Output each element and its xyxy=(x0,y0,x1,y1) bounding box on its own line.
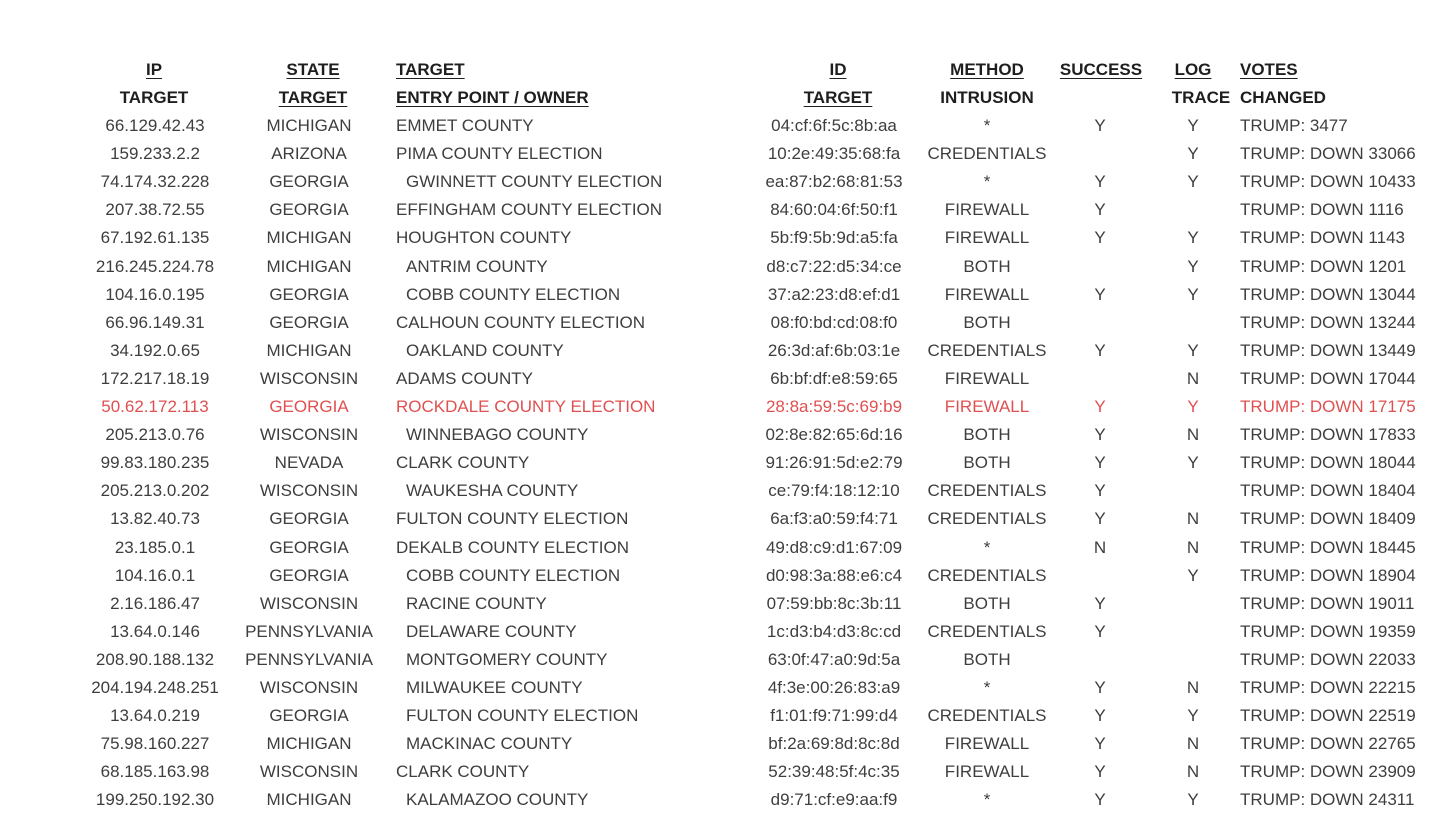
cell-success: Y xyxy=(1094,397,1106,416)
cell-state: GEORGIA xyxy=(269,565,349,585)
cell-votes: TRUMP: DOWN 18404 xyxy=(1240,481,1416,501)
cell-state: WISCONSIN xyxy=(259,678,359,697)
cell-success: Y xyxy=(1094,200,1106,220)
cell-log: N xyxy=(1186,509,1200,529)
cell-state: WISCONSIN xyxy=(259,762,359,782)
cell-id: 02:8e:82:65:6d:16 xyxy=(765,425,903,445)
cell-state: GEORGIA xyxy=(269,706,349,726)
cell-id: 37:a2:23:d8:ef:d1 xyxy=(767,284,901,304)
cell-votes: TRUMP: DOWN 17044 xyxy=(1240,368,1416,388)
cell-state: NEVADA xyxy=(274,453,344,473)
cell-ip: 207.38.72.55 xyxy=(105,200,205,220)
header-success: SUCCESS xyxy=(1059,60,1143,79)
cell-success: Y xyxy=(1094,734,1106,754)
cell-ip: 208.90.188.132 xyxy=(95,649,215,669)
cell-id: 1c:d3:b4:d3:8c:cd xyxy=(766,621,902,641)
cell-ip: 204.194.248.251 xyxy=(91,678,219,697)
cell-log: N xyxy=(1186,762,1200,782)
cell-method: FIREWALL xyxy=(944,397,1030,416)
cell-state: MICHIGAN xyxy=(266,734,352,754)
cell-ip: 13.64.0.146 xyxy=(110,621,200,641)
cell-id: 5b:f9:5b:9d:a5:fa xyxy=(770,228,898,248)
cell-success: N xyxy=(1093,537,1107,557)
cell-log: Y xyxy=(1187,284,1199,304)
cell-method: CREDENTIALS xyxy=(927,340,1047,360)
cell-log: N xyxy=(1186,678,1200,697)
cell-log: Y xyxy=(1187,116,1199,135)
cell-target: DEKALB COUNTY ELECTION xyxy=(396,537,630,557)
header-state-bottom: TARGET xyxy=(278,88,348,107)
cell-ip: 205.213.0.76 xyxy=(105,425,205,445)
cell-success: Y xyxy=(1094,340,1106,360)
cell-votes: TRUMP: DOWN 19359 xyxy=(1240,621,1416,641)
cell-method: FIREWALL xyxy=(944,734,1030,754)
cell-method: * xyxy=(983,537,991,557)
cell-target: DELAWARE COUNTY xyxy=(406,621,577,641)
cell-ip: 199.250.192.30 xyxy=(95,790,215,810)
cell-id: f1:01:f9:71:99:d4 xyxy=(770,706,898,726)
header-ip-bottom: TARGET xyxy=(119,88,189,107)
cell-ip: 50.62.172.113 xyxy=(101,397,209,416)
cell-success: Y xyxy=(1094,425,1106,445)
cell-state: WISCONSIN xyxy=(259,481,359,501)
cell-method: BOTH xyxy=(963,649,1011,669)
cell-ip: 68.185.163.98 xyxy=(100,762,210,782)
cell-state: GEORGIA xyxy=(269,509,349,529)
cell-id: 91:26:91:5d:e2:79 xyxy=(765,453,903,473)
header-log-top: LOG xyxy=(1174,60,1212,79)
cell-log: N xyxy=(1186,734,1200,754)
cell-state: GEORGIA xyxy=(269,537,349,557)
cell-state: PENNSYLVANIA xyxy=(245,621,373,641)
cell-method: BOTH xyxy=(963,425,1011,445)
cell-success: Y xyxy=(1094,228,1106,248)
cell-success: Y xyxy=(1094,593,1106,613)
cell-target: CLARK COUNTY xyxy=(396,762,530,782)
cell-id: ce:79:f4:18:12:10 xyxy=(768,481,900,501)
cell-target: PIMA COUNTY ELECTION xyxy=(396,144,603,164)
header-method-top: METHOD xyxy=(950,60,1024,79)
cell-log: N xyxy=(1186,368,1200,388)
cell-method: FIREWALL xyxy=(944,200,1030,220)
header-method-bottom: INTRUSION xyxy=(940,88,1034,107)
cell-success: Y xyxy=(1094,509,1106,529)
cell-log: Y xyxy=(1187,453,1199,473)
cell-ip: 99.83.180.235 xyxy=(100,453,210,473)
header-votes-top: VOTES xyxy=(1240,60,1298,79)
cell-id: 63:0f:47:a0:9d:5a xyxy=(767,649,901,669)
cell-ip: 66.96.149.31 xyxy=(105,312,205,332)
cell-votes: TRUMP: DOWN 13044 xyxy=(1240,284,1416,304)
cell-ip: 75.98.160.227 xyxy=(100,734,210,754)
cell-target: KALAMAZOO COUNTY xyxy=(406,790,589,810)
cell-votes: TRUMP: DOWN 18044 xyxy=(1240,453,1416,473)
cell-state: GEORGIA xyxy=(269,284,349,304)
cell-log: Y xyxy=(1187,228,1199,248)
header-id-top: ID xyxy=(829,60,847,79)
cell-ip: 74.174.32.228 xyxy=(100,172,210,192)
header-ip-top: IP xyxy=(145,60,163,79)
cell-id: 49:d8:c9:d1:67:09 xyxy=(765,537,903,557)
cell-method: BOTH xyxy=(963,256,1011,276)
cell-state: ARIZONA xyxy=(271,144,347,164)
cell-target: COBB COUNTY ELECTION xyxy=(406,284,621,304)
cell-id: 6a:f3:a0:59:f4:71 xyxy=(770,509,898,529)
cell-target: RACINE COUNTY xyxy=(406,593,547,613)
cell-state: GEORGIA xyxy=(269,200,349,220)
cell-method: BOTH xyxy=(963,312,1011,332)
cell-target: MACKINAC COUNTY xyxy=(406,734,573,754)
cell-state: MICHIGAN xyxy=(266,340,352,360)
cell-ip: 104.16.0.1 xyxy=(114,565,196,585)
cell-ip: 23.185.0.1 xyxy=(114,537,196,557)
cell-votes: TRUMP: DOWN 1143 xyxy=(1240,228,1405,248)
header-votes-bottom: CHANGED xyxy=(1240,88,1326,107)
cell-method: CREDENTIALS xyxy=(927,621,1047,641)
cell-log: Y xyxy=(1187,397,1199,416)
cell-target: FULTON COUNTY ELECTION xyxy=(406,706,639,726)
cell-votes: TRUMP: DOWN 17175 xyxy=(1240,397,1416,416)
cell-id: 10:2e:49:35:68:fa xyxy=(767,144,901,164)
cell-state: MICHIGAN xyxy=(266,790,352,810)
cell-target: CLARK COUNTY xyxy=(396,453,530,473)
cell-id: d0:98:3a:88:e6:c4 xyxy=(765,565,903,585)
cell-ip: 13.82.40.73 xyxy=(110,509,200,529)
cell-ip: 159.233.2.2 xyxy=(110,144,200,164)
cell-target: EMMET COUNTY xyxy=(396,116,534,135)
cell-target: HOUGHTON COUNTY xyxy=(396,228,572,248)
cell-ip: 172.217.18.19 xyxy=(100,368,210,388)
cell-target: FULTON COUNTY ELECTION xyxy=(396,509,629,529)
cell-state: MICHIGAN xyxy=(266,116,352,135)
header-id-bottom: TARGET xyxy=(803,88,873,107)
cell-ip: 2.16.186.47 xyxy=(110,593,200,613)
cell-votes: TRUMP: DOWN 24311 xyxy=(1240,790,1415,810)
cell-votes: TRUMP: DOWN 18904 xyxy=(1240,565,1416,585)
cell-id: 28:8a:59:5c:69:b9 xyxy=(765,397,903,416)
cell-ip: 104.16.0.195 xyxy=(105,284,205,304)
cell-id: 4f:3e:00:26:83:a9 xyxy=(767,678,901,697)
cell-votes: TRUMP: DOWN 33066 xyxy=(1240,144,1416,164)
cell-ip: 66.129.42.43 xyxy=(105,116,205,135)
cell-method: CREDENTIALS xyxy=(927,706,1047,726)
cell-method: FIREWALL xyxy=(944,284,1030,304)
header-log-bottom: TRACE xyxy=(1171,88,1231,107)
cell-id: 6b:bf:df:e8:59:65 xyxy=(770,368,898,388)
cell-target: COBB COUNTY ELECTION xyxy=(406,565,621,585)
cell-method: * xyxy=(983,172,991,192)
cell-target: ADAMS COUNTY xyxy=(396,368,533,388)
cell-ip: 13.64.0.219 xyxy=(110,706,200,726)
cell-log: Y xyxy=(1187,256,1199,276)
cell-log: Y xyxy=(1187,144,1199,164)
cell-votes: TRUMP: DOWN 10433 xyxy=(1240,172,1416,192)
cell-target: WINNEBAGO COUNTY xyxy=(406,425,589,445)
cell-votes: TRUMP: DOWN 13449 xyxy=(1240,340,1416,360)
cell-target: ANTRIM COUNTY xyxy=(406,256,548,276)
cell-id: bf:2a:69:8d:8c:8d xyxy=(768,734,900,754)
cell-id: 08:f0:bd:cd:08:f0 xyxy=(770,312,898,332)
cell-success: Y xyxy=(1094,706,1106,726)
cell-votes: TRUMP: DOWN 22765 xyxy=(1240,734,1416,754)
cell-state: MICHIGAN xyxy=(266,228,352,248)
cell-success: Y xyxy=(1094,621,1106,641)
cell-state: PENNSYLVANIA xyxy=(245,649,373,669)
cell-target: OAKLAND COUNTY xyxy=(406,340,564,360)
cell-votes: TRUMP: DOWN 23909 xyxy=(1240,762,1416,782)
cell-method: * xyxy=(983,116,991,135)
cell-votes: TRUMP: DOWN 22519 xyxy=(1240,706,1416,726)
cell-target: EFFINGHAM COUNTY ELECTION xyxy=(396,200,663,220)
cell-method: CREDENTIALS xyxy=(927,144,1047,164)
cell-state: MICHIGAN xyxy=(266,256,352,276)
cell-votes: TRUMP: DOWN 17833 xyxy=(1240,425,1416,445)
cell-id: ea:87:b2:68:81:53 xyxy=(765,172,903,192)
cell-method: CREDENTIALS xyxy=(927,509,1047,529)
cell-ip: 34.192.0.65 xyxy=(110,340,200,360)
cell-target: GWINNETT COUNTY ELECTION xyxy=(406,172,663,192)
header-target-top: TARGET xyxy=(396,60,465,79)
header-state-top: STATE xyxy=(286,60,340,79)
cell-state: WISCONSIN xyxy=(259,425,359,445)
cell-id: d9:71:cf:e9:aa:f9 xyxy=(770,790,898,810)
cell-target: ROCKDALE COUNTY ELECTION xyxy=(396,397,656,416)
cell-state: GEORGIA xyxy=(269,397,349,416)
cell-success: Y xyxy=(1094,453,1106,473)
cell-method: * xyxy=(983,790,991,810)
cell-votes: TRUMP: DOWN 1116 xyxy=(1240,200,1404,220)
cell-method: FIREWALL xyxy=(944,368,1030,388)
cell-log: Y xyxy=(1187,172,1199,192)
cell-ip: 216.245.224.78 xyxy=(95,256,215,276)
cell-method: * xyxy=(983,678,991,697)
cell-target: MILWAUKEE COUNTY xyxy=(406,678,583,697)
cell-ip: 67.192.61.135 xyxy=(100,228,210,248)
cell-method: CREDENTIALS xyxy=(927,481,1047,501)
cell-log: N xyxy=(1186,537,1200,557)
cell-success: Y xyxy=(1094,790,1106,810)
cell-votes: TRUMP: DOWN 18409 xyxy=(1240,509,1416,529)
cell-ip: 205.213.0.202 xyxy=(100,481,210,501)
cell-id: 26:3d:af:6b:03:1e xyxy=(767,340,901,360)
cell-log: Y xyxy=(1187,565,1199,585)
cell-state: WISCONSIN xyxy=(259,368,359,388)
cell-votes: TRUMP: DOWN 1201 xyxy=(1240,256,1407,276)
cell-votes: TRUMP: 3477 xyxy=(1240,116,1348,135)
cell-votes: TRUMP: DOWN 19011 xyxy=(1240,593,1415,613)
cell-id: 07:59:bb:8c:3b:11 xyxy=(766,593,902,613)
cell-target: WAUKESHA COUNTY xyxy=(406,481,579,501)
cell-method: FIREWALL xyxy=(944,228,1030,248)
cell-id: 84:60:04:6f:50:f1 xyxy=(770,200,898,220)
cell-method: FIREWALL xyxy=(944,762,1030,782)
cell-success: Y xyxy=(1094,762,1106,782)
cell-success: Y xyxy=(1094,678,1106,697)
cell-method: CREDENTIALS xyxy=(927,565,1047,585)
cell-success: Y xyxy=(1094,284,1106,304)
cell-state: WISCONSIN xyxy=(259,593,359,613)
cell-id: 52:39:48:5f:4c:35 xyxy=(768,762,900,782)
cell-success: Y xyxy=(1094,172,1106,192)
cell-target: MONTGOMERY COUNTY xyxy=(406,649,608,669)
cell-state: GEORGIA xyxy=(269,312,349,332)
cell-method: BOTH xyxy=(963,593,1011,613)
cell-success: Y xyxy=(1094,116,1106,135)
cell-success: Y xyxy=(1094,481,1106,501)
cell-log: Y xyxy=(1187,790,1199,810)
cell-id: d8:c7:22:d5:34:ce xyxy=(766,256,902,276)
cell-state: GEORGIA xyxy=(269,172,349,192)
cell-id: 04:cf:6f:5c:8b:aa xyxy=(771,116,897,135)
cell-votes: TRUMP: DOWN 18445 xyxy=(1240,537,1416,557)
header-target-bottom: ENTRY POINT / OWNER xyxy=(396,88,589,107)
cell-log: Y xyxy=(1187,340,1199,360)
cell-method: BOTH xyxy=(963,453,1011,473)
cell-votes: TRUMP: DOWN 22033 xyxy=(1240,649,1416,669)
cell-log: Y xyxy=(1187,706,1199,726)
cell-votes: TRUMP: DOWN 22215 xyxy=(1240,678,1416,697)
cell-target: CALHOUN COUNTY ELECTION xyxy=(396,312,646,332)
cell-votes: TRUMP: DOWN 13244 xyxy=(1240,312,1416,332)
cell-log: N xyxy=(1186,425,1200,445)
